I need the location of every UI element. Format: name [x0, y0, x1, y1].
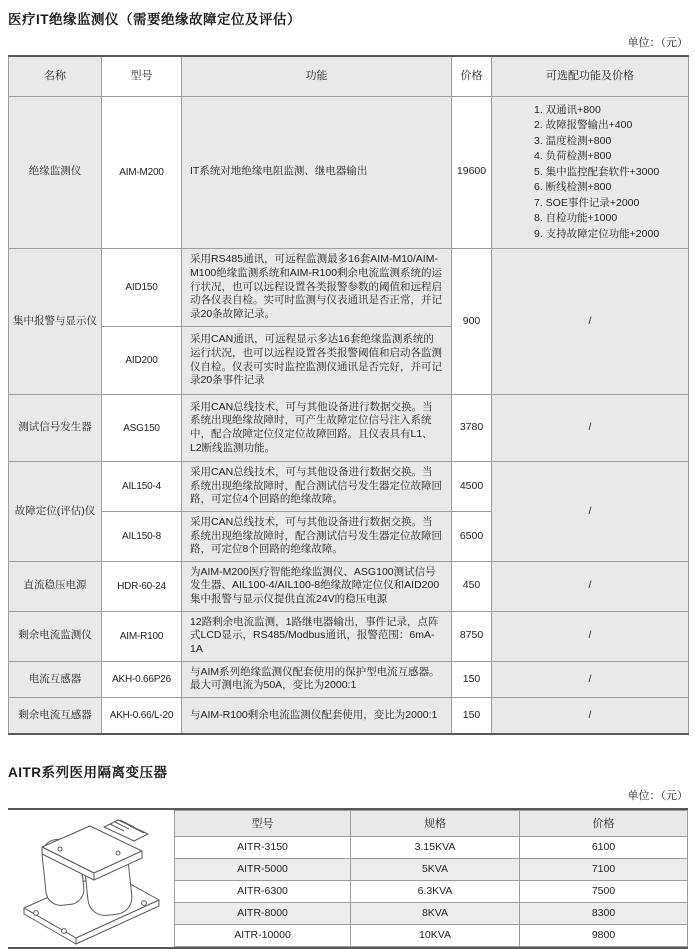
cell-price: 9800: [520, 925, 688, 947]
cell-name: 故障定位(评估)仪: [9, 462, 102, 562]
row-aitr-6300: [175, 881, 688, 903]
cell-function: 与AIM-R100剩余电流监测仪配套使用，变比为2000:1: [182, 697, 452, 734]
table-header-row: [175, 811, 688, 837]
cell-model: AITR-8000: [175, 903, 351, 925]
section2-title: AITR系列医用隔离变压器: [8, 765, 168, 781]
cell-name: 直流稳压电源: [9, 561, 102, 611]
cell-name: 剩余电流互感器: [9, 697, 102, 734]
header-function: 功能: [182, 56, 452, 96]
cell-options: /: [492, 561, 689, 611]
section1-unit-label: 单位：（元）: [627, 37, 688, 49]
table-header-row: [9, 56, 689, 96]
row-insulation-monitor: [9, 96, 689, 249]
cell-options-list: 1. 双通讯+800 2. 故障报警输出+400 3. 温度检测+800 4. 负荷检测+800 5. 集中监控配套软件+3000 6. 断线检测+800 7. SOE事件记录+2000 8. 自检功能+1000 9. 支持故障定位功能+2000: [492, 96, 689, 249]
cell-price: 6100: [520, 837, 688, 859]
transformer-illustration: [8, 810, 174, 947]
cell-model: AIL150-8: [102, 511, 182, 561]
cell-model: AITR-6300: [175, 881, 351, 903]
cell-model: AID150: [102, 249, 182, 327]
cell-price: 4500: [452, 462, 492, 512]
row-fault-locator-4: [9, 462, 689, 512]
cell-price: 3780: [452, 395, 492, 462]
row-current-transformer: [9, 661, 689, 697]
cell-function: 采用CAN通讯，可远程显示多达16套绝缘监测系统的运行状况，也可以远程设置各类报警阈值和启动各监测仪自检。仪表可实时监控监测仪通讯是否完好，并可记录20条事件记录: [182, 327, 452, 395]
cell-spec: 8KVA: [351, 903, 520, 925]
cell-spec: 6.3KVA: [351, 881, 520, 903]
cell-model: AID200: [102, 327, 182, 395]
cell-name: 电流互感器: [9, 661, 102, 697]
row-aitr-10000: [175, 925, 688, 947]
cell-price: 150: [452, 661, 492, 697]
row-aitr-8000: [175, 903, 688, 925]
cell-price: 450: [452, 561, 492, 611]
cell-price: 8750: [452, 611, 492, 661]
cell-price: 7500: [520, 881, 688, 903]
cell-function: IT系统对地绝缘电阻监测、继电器输出: [182, 96, 452, 249]
row-central-alarm-aid150: [9, 249, 689, 327]
cell-price: 19600: [452, 96, 492, 249]
cell-model: AKH-0.66P26: [102, 661, 182, 697]
header-options: 可选配功能及价格: [492, 56, 689, 96]
section2-unit-label: 单位：（元）: [627, 790, 688, 803]
cell-function: 采用CAN总线技术，可与其他设备进行数据交换。当系统出现绝缘故障时，可产生故障定位信号注入系统中，配合故障定位仪定位故障回路。且仪表具有L1、L2断线监测功能。: [182, 395, 452, 462]
cell-model: ASG150: [102, 395, 182, 462]
row-test-signal-generator: [9, 395, 689, 462]
cell-name: 绝缘监测仪: [9, 96, 102, 249]
transformer-price-table: [174, 810, 688, 947]
cell-function: 与AIM系列绝缘监测仪配套使用的保护型电流互感器。最大可测电流为50A，变比为2000:1: [182, 661, 452, 697]
cell-price: 6500: [452, 511, 492, 561]
cell-model: AKH-0.66/L-20: [102, 697, 182, 734]
cell-price: 7100: [520, 859, 688, 881]
cell-options: /: [492, 661, 689, 697]
medical-it-product-table: [8, 55, 689, 735]
cell-model: AITR-3150: [175, 837, 351, 859]
cell-spec: 10KVA: [351, 925, 520, 947]
header-model: 型号: [175, 811, 351, 837]
transformer-section: [8, 808, 688, 949]
row-aitr-3150: [175, 837, 688, 859]
cell-price: 150: [452, 697, 492, 734]
header-price: 价格: [452, 56, 492, 96]
section1-title: 医疗IT绝缘监测仪（需要绝缘故障定位及评估）: [8, 12, 301, 27]
cell-name: 剩余电流监测仪: [9, 611, 102, 661]
cell-function: 12路剩余电流监测，1路继电器输出，事件记录，点阵式LCD显示，RS485/Modbus通讯，报警范围：6mA-1A: [182, 611, 452, 661]
row-dc-power: [9, 561, 689, 611]
cell-function: 为AIM-M200医疗智能绝缘监测仪、ASG100测试信号发生器、AIL100-4/AIL100-8绝缘故障定位仪和AID200集中报警与显示仪提供直流24V的稳压电源: [182, 561, 452, 611]
cell-options: /: [492, 611, 689, 661]
row-residual-current-monitor: [9, 611, 689, 661]
cell-options: /: [492, 697, 689, 734]
cell-function: 采用RS485通讯，可远程监测最多16套AIM-M10/AIM-M100绝缘监测系统和AIM-R100剩余电流监测系统的运行状况，也可以远程设置各类报警参数的阈值和远程启动各仪表自检。实可时监测与仪表通讯是否正常，并记录20条故障记录。: [182, 249, 452, 327]
cell-spec: 3.15KVA: [351, 837, 520, 859]
cell-model: AIL150-4: [102, 462, 182, 512]
cell-options: /: [492, 395, 689, 462]
row-residual-ct: [9, 697, 689, 734]
cell-model: HDR-60-24: [102, 561, 182, 611]
cell-spec: 5KVA: [351, 859, 520, 881]
cell-name: 集中报警与显示仪: [9, 249, 102, 395]
cell-function: 采用CAN总线技术，可与其他设备进行数据交换。当系统出现绝缘故障时，配合测试信号发生器定位故障回路，可定位4个回路的绝缘故障。: [182, 462, 452, 512]
cell-model: AITR-10000: [175, 925, 351, 947]
cell-model: AIM-M200: [102, 96, 182, 249]
cell-model: AIM-R100: [102, 611, 182, 661]
cell-model: AITR-5000: [175, 859, 351, 881]
header-spec: 规格: [351, 811, 520, 837]
row-aitr-5000: [175, 859, 688, 881]
cell-price: 8300: [520, 903, 688, 925]
cell-options: /: [492, 249, 689, 395]
cell-options: /: [492, 462, 689, 562]
cell-function: 采用CAN总线技术，可与其他设备进行数据交换。当系统出现绝缘故障时，配合测试信号发生器定位故障回路，可定位8个回路的绝缘故障。: [182, 511, 452, 561]
cell-name: 测试信号发生器: [9, 395, 102, 462]
transformer-line-drawing-icon: [16, 813, 166, 945]
header-model: 型号: [102, 56, 182, 96]
header-price: 价格: [520, 811, 688, 837]
header-name: 名称: [9, 56, 102, 96]
cell-price: 900: [452, 249, 492, 395]
